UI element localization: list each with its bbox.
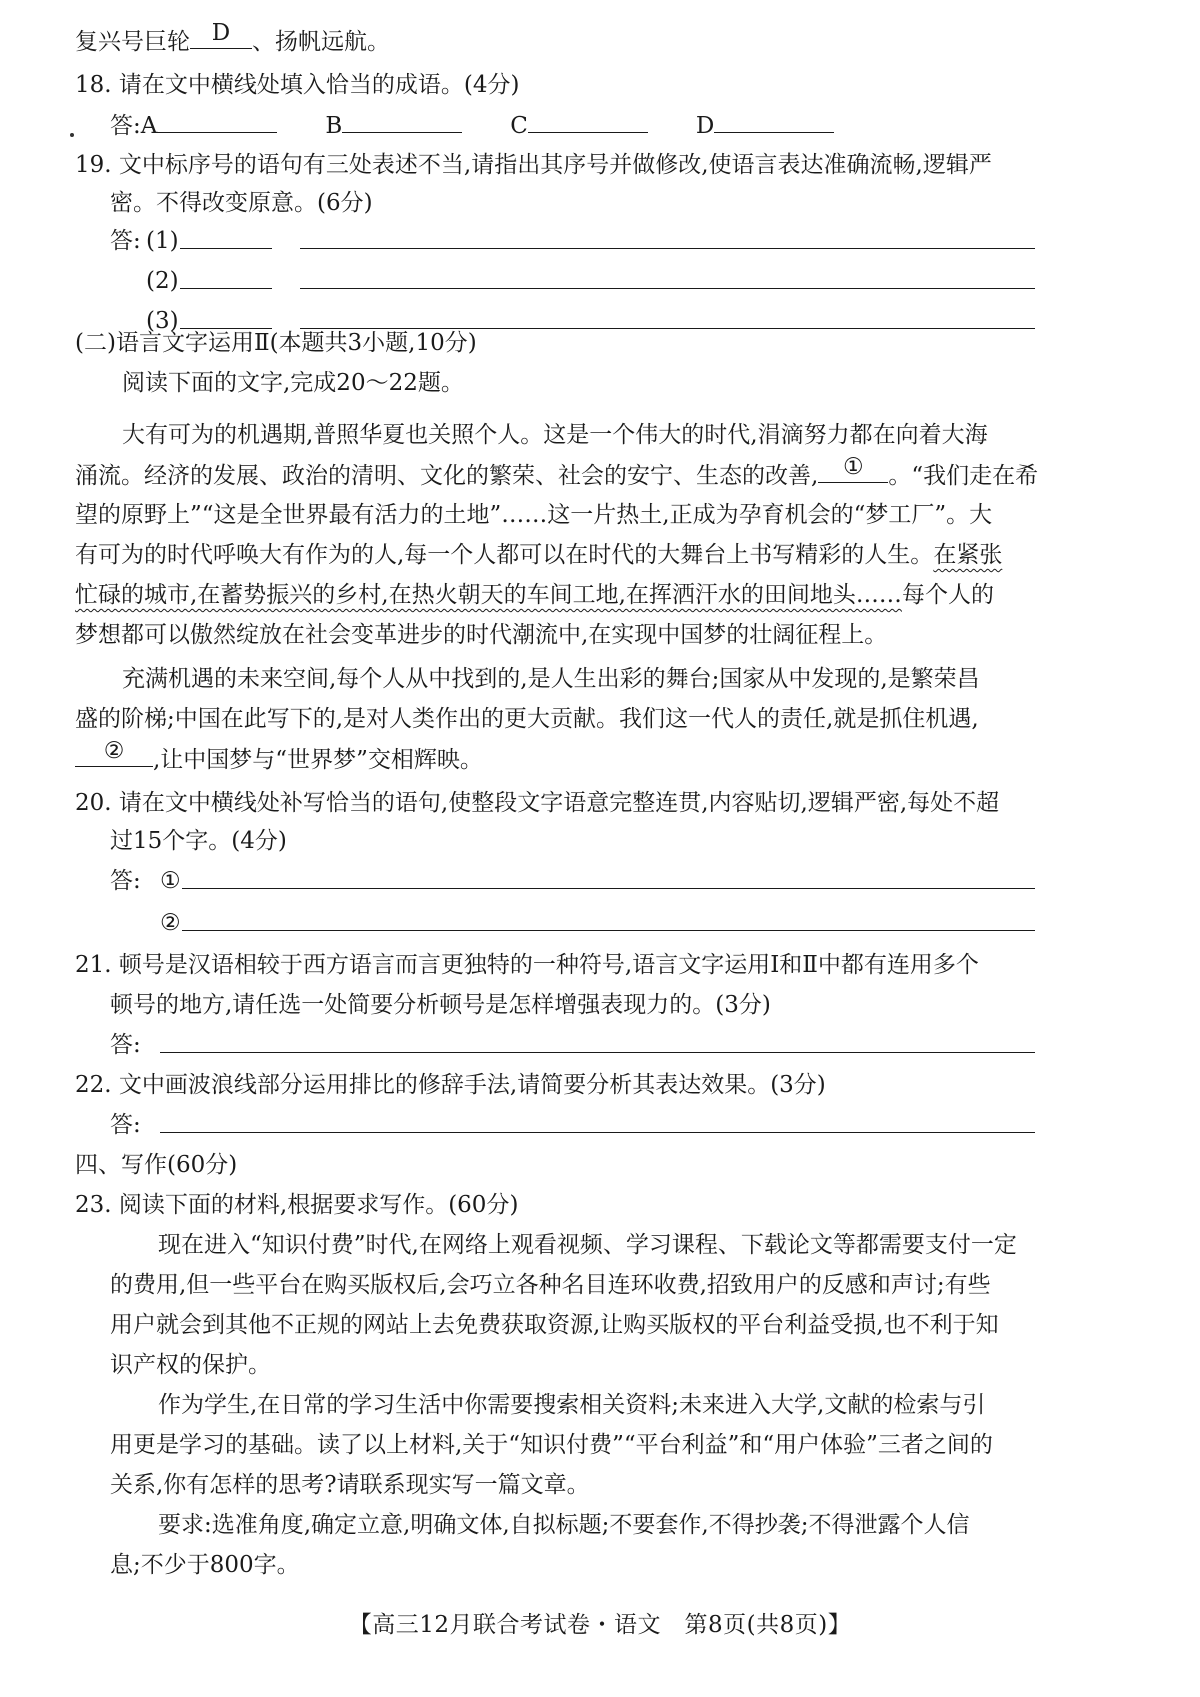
q23-material2-line2: 用更是学习的基础。读了以上材料,关于“知识付费”“平台利益”和“用户体验”三者之间的: [110, 1432, 993, 1458]
q21-answer-line[interactable]: [160, 1052, 1035, 1053]
q18-label-b: B: [325, 113, 343, 139]
intro-prefix: 复兴号巨轮: [75, 29, 190, 55]
q19-blank-1-number[interactable]: [180, 248, 272, 249]
q19-item-1: (1): [146, 228, 179, 254]
q19-stem-line1: 19. 文中标序号的语句有三处表述不当,请指出其序号并做修改,使语言表达准确流畅,逻辑严: [75, 152, 992, 178]
page-footer: 【高三12月联合考试卷・语文 第8页(共8页)】: [348, 1612, 852, 1638]
q23-requirement-line1: 要求:选准角度,确定立意,明确文体,自拟标题;不要套作,不得抄袭;不得泄露个人信: [158, 1512, 970, 1538]
q18-blank-d[interactable]: [714, 106, 834, 133]
q23-material2-line3: 关系,你有怎样的思考?请联系现实写一篇文章。: [110, 1472, 590, 1498]
q20-answer-line-1[interactable]: [182, 888, 1035, 889]
stray-dot: [70, 133, 74, 137]
intro-suffix: 、扬帆远航。: [252, 29, 390, 55]
passage-blank-2: ②: [75, 740, 153, 767]
q19-blank-1-fix[interactable]: [300, 248, 1035, 249]
q21-answer-prefix: 答:: [110, 1032, 141, 1058]
passage-p2-line2: 盛的阶梯;中国在此写下的,是对人类作出的更大贡献。我们这一代人的责任,就是抓住机遇,: [75, 706, 979, 732]
passage-wavy-part2: 忙碌的城市,在蓄势振兴的乡村,在热火朝天的车间工地,在挥洒汗水的田间地头……: [75, 582, 902, 608]
section2-instruction: 阅读下面的文字,完成20～22题。: [122, 370, 464, 396]
q20-answer-prefix: 答:: [110, 868, 141, 894]
q23-material1-line1: 现在进入“知识付费”时代,在网络上观看视频、学习课程、下载论文等都需要支付一定: [158, 1232, 1017, 1258]
q19-blank-2-fix[interactable]: [300, 288, 1035, 289]
q18-blank-b[interactable]: [342, 106, 462, 133]
passage-p1-line5: [75, 576, 1130, 614]
passage-p1-line3: 望的原野上”“这是全世界最有活力的土地”……这一片热土,正成为孕育机会的“梦工厂”。大: [75, 502, 993, 528]
q20-item-1: ①: [160, 868, 181, 894]
passage-p1-line2-a: 涌流。经济的发展、政治的清明、文化的繁荣、社会的安宁、生态的改善,: [75, 463, 819, 489]
q23-material1-line4: 识产权的保护。: [110, 1352, 271, 1378]
q18-stem: 18. 请在文中横线处填入恰当的成语。(4分): [75, 72, 520, 98]
intro-blank: D: [190, 22, 252, 49]
passage-p1-line1: 大有可为的机遇期,普照华夏也关照个人。这是一个伟大的时代,涓滴努力都在向着大海: [122, 422, 988, 448]
q20-stem-line1: 20. 请在文中横线处补写恰当的语句,使整段文字语意完整连贯,内容贴切,逻辑严密,每处不超: [75, 790, 1000, 816]
q18-label-a: A: [140, 113, 158, 139]
q23-material2-line1: 作为学生,在日常的学习生活中你需要搜索相关资料;未来进入大学,文献的检索与引: [158, 1392, 986, 1418]
passage-wavy-part1: 在紧张: [933, 542, 1003, 568]
passage-p2-line1: 充满机遇的未来空间,每个人从中找到的,是人生出彩的舞台;国家从中发现的,是繁荣昌: [122, 666, 980, 692]
q21-stem-line2: 顿号的地方,请任选一处简要分析顿号是怎样增强表现力的。(3分): [110, 992, 771, 1018]
q19-answer-prefix: 答:: [110, 228, 141, 254]
passage-p1-line5-b: 每个人的: [901, 582, 994, 608]
q19-stem-line2: 密。不得改变原意。(6分): [110, 190, 373, 216]
passage-p1-line4: [75, 536, 1130, 574]
q22-stem: 22. 文中画波浪线部分运用排比的修辞手法,请简要分析其表达效果。(3分): [75, 1072, 826, 1098]
q19-item-2: (2): [146, 268, 179, 294]
q19-item-3: (3): [146, 308, 179, 334]
q18-label-d: D: [695, 113, 715, 139]
passage-p2-line3: [75, 740, 1130, 778]
passage-p1-line2: [75, 456, 1130, 494]
q18-blank-a[interactable]: [157, 106, 277, 133]
q23-material1-line3: 用户就会到其他不正规的网站上去免费获取资源,让购买版权的平台利益受损,也不利于知: [110, 1312, 999, 1338]
q20-item-2: ②: [160, 910, 181, 936]
passage-p1-line2-b: 。“我们走在希: [888, 463, 1039, 489]
q20-answer-line-2[interactable]: [182, 930, 1035, 931]
passage-p1-line4-a: 有可为的时代呼唤大有作为的人,每一个人都可以在时代的大舞台上书写精彩的人生。: [75, 542, 934, 568]
passage-p2-line3-b: ,让中国梦与“世界梦”交相辉映。: [153, 747, 483, 773]
q23-material1-line2: 的费用,但一些平台在购买版权后,会巧立各种名目连环收费,招致用户的反感和声讨;有些: [110, 1272, 991, 1298]
q21-stem-line1: 21. 顿号是汉语相较于西方语言而言更独特的一种符号,语言文字运用Ⅰ和Ⅱ中都有连用多个: [75, 952, 979, 978]
intro-line: [75, 22, 1130, 60]
q23-requirement-line2: 息;不少于800字。: [110, 1552, 300, 1578]
q18-label-c: C: [510, 113, 528, 139]
section2-heading: (二)语言文字运用Ⅱ(本题共3小题,10分): [75, 330, 477, 356]
q19-blank-2-number[interactable]: [180, 288, 272, 289]
passage-blank-1: ①: [818, 456, 888, 483]
q23-stem: 23. 阅读下面的材料,根据要求写作。(60分): [75, 1192, 519, 1218]
q22-answer-prefix: 答:: [110, 1112, 141, 1138]
passage-p1-line6: 梦想都可以傲然绽放在社会变革进步的时代潮流中,在实现中国梦的壮阔征程上。: [75, 622, 888, 648]
section4-heading: 四、写作(60分): [75, 1152, 238, 1178]
q20-stem-line2: 过15个字。(4分): [110, 828, 287, 854]
q18-answer-row: [110, 106, 1130, 144]
q22-answer-line[interactable]: [160, 1132, 1035, 1133]
q18-answer-prefix: 答:: [110, 113, 141, 139]
q18-blank-c[interactable]: [528, 106, 648, 133]
